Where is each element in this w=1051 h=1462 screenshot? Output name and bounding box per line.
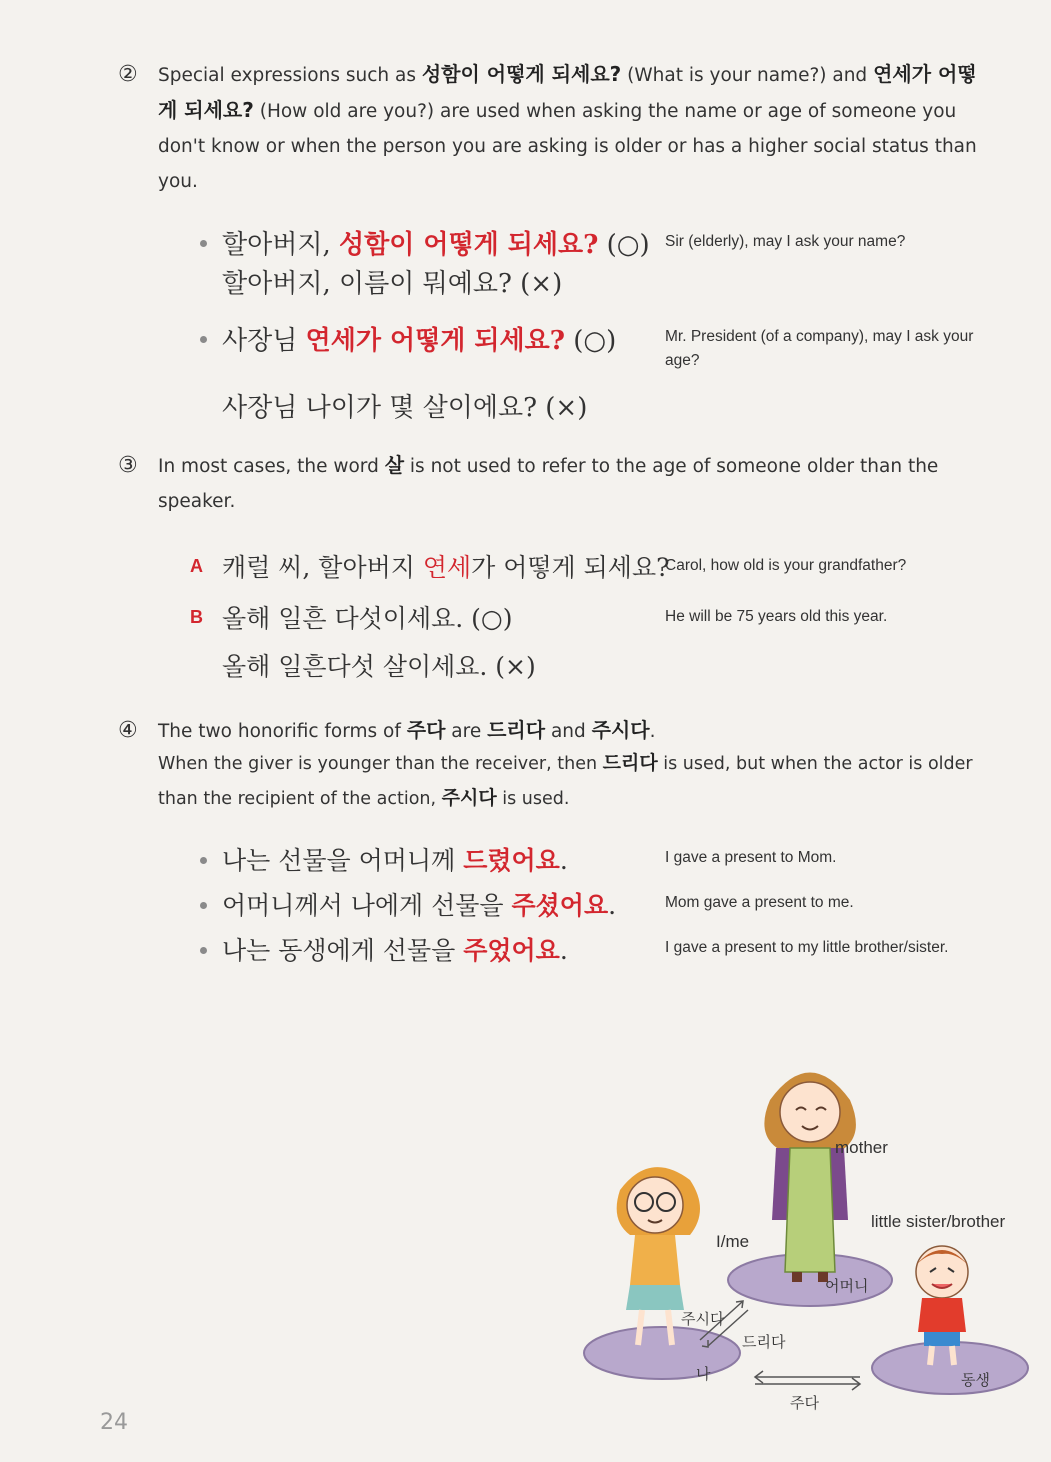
mother-label: mother (835, 1138, 888, 1157)
example-2-1: 할아버지, 성함이 어떻게 되세요? (○) (222, 230, 650, 260)
mother-figure (764, 1073, 856, 1283)
speaker-a: A (190, 556, 203, 576)
juda-label: 주다 (790, 1394, 819, 1412)
example-3-1: 캐럴 씨, 할아버지 연세가 어떻게 되세요? (222, 553, 670, 582)
bullet-icon (200, 336, 207, 343)
example-4-3: 나는 동생에게 선물을 주었어요. (222, 936, 568, 965)
example-3-3: 올해 일흔다섯 살이세요. (×) (222, 652, 536, 681)
deurida-label: 드리다 (742, 1333, 786, 1351)
example-3-1-translation: Carol, how old is your grandfather? (665, 557, 907, 574)
bullet-icon (200, 240, 207, 247)
sibling-label: little sister/brother (871, 1212, 1006, 1231)
example-2-3: 사장님 연세가 어떻게 되세요? (○) (222, 326, 617, 356)
jusida-label: 주시다 (681, 1310, 725, 1328)
sibling-ko-label: 동생 (961, 1371, 990, 1389)
example-3-2: 올해 일흔 다섯이세요. (○) (222, 604, 513, 633)
bullet-icon (200, 947, 207, 954)
mother-ko-label: 어머니 (825, 1277, 869, 1295)
note-number-3: ③ (118, 453, 138, 478)
note-3-text: In most cases, the word 살 is not used to refer to the age of someone older than the speaker. (158, 453, 939, 512)
speaker-b: B (190, 607, 203, 627)
example-4-1-translation: I gave a present to Mom. (665, 849, 837, 866)
note-4-heading: The two honorific forms of 주다 are 드리다 and 주시다. (158, 718, 656, 742)
example-2-1-translation: Sir (elderly), may I ask your name? (665, 233, 906, 250)
me-platform (584, 1327, 740, 1379)
note-4-text: When the giver is younger than the receiver, then 드리다 is used, but when the actor is older than the recipient of the action, 주시다 is used. (158, 752, 973, 809)
me-label: I/me (716, 1232, 750, 1251)
me-ko-label: 나 (696, 1365, 711, 1383)
example-4-3-translation: I gave a present to my little brother/sister. (665, 939, 949, 956)
note-number-4: ④ (118, 718, 138, 743)
page-number: 24 (100, 1410, 128, 1435)
example-4-1: 나는 선물을 어머니께 드렸어요. (222, 846, 568, 875)
example-2-4: 사장님 나이가 몇 살이에요? (×) (222, 393, 588, 423)
bullet-icon (200, 902, 207, 909)
example-4-2: 어머니께서 나에게 선물을 주셨어요. (222, 891, 617, 920)
bullet-icon (200, 857, 207, 864)
example-4-2-translation: Mom gave a present to me. (665, 894, 854, 911)
example-2-2: 할아버지, 이름이 뭐예요? (×) (222, 269, 563, 299)
example-3-2-translation: He will be 75 years old this year. (665, 608, 888, 625)
example-2-3-translation: Mr. President (of a company), may I ask your age? (665, 328, 974, 369)
note-number-2: ② (118, 62, 138, 87)
note-2-text: Special expressions such as 성함이 어떻게 되세요? (What is your name?) and 연세가 어떻게 되세요? (How old are you?) are used when asking the name or age of someone you don't know or when the person you are asking is older or has a higher social status than you. (158, 62, 977, 192)
